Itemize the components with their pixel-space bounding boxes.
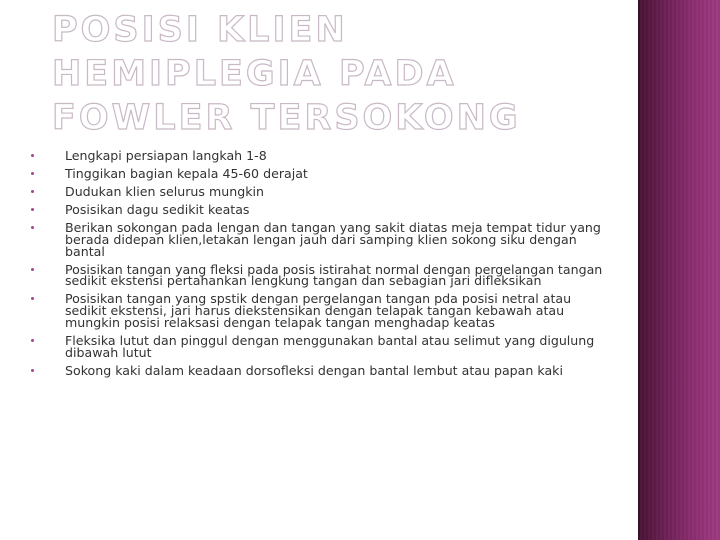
list-item-text: Dudukan klien selurus mungkin: [65, 183, 264, 199]
decorative-side-stripe: [640, 0, 720, 540]
list-item-text: Posisikan dagu sedikit keatas: [65, 201, 250, 217]
list-item-text: Posisikan tangan yang spstik dengan pergelangan tangan pda posisi netral atau sedikit ekstensi, jari harus diekstensikan dengan telapak tangan kebawah atau mungkin posisi relaksasi dengan telapak tangan menghadap keatas: [65, 291, 572, 330]
bullet-icon: [31, 369, 34, 372]
list-item-text: Lengkapi persiapan langkah 1-8: [65, 148, 267, 163]
list-item-text: Tinggikan bagian kepala 45-60 derajat: [65, 165, 308, 181]
list-item: [28, 362, 608, 378]
bullet-icon: [31, 226, 34, 229]
list-item-text: Fleksika lutut dan pinggul dengan menggunakan bantal atau selimut yang digulung dibawah lutut: [65, 332, 595, 360]
bullet-icon: [31, 208, 34, 211]
list-item-text: Posisikan tangan yang fleksi pada posis istirahat normal dengan pergelangan tangan sedikit ekstensi pertahankan lengkung tangan dan sebagian jari difleksikan: [65, 261, 603, 289]
bullet-icon: [31, 268, 34, 271]
bullet-list: [28, 150, 608, 383]
list-item: [28, 183, 608, 199]
bullet-icon: [31, 339, 34, 342]
list-item: [28, 219, 608, 259]
list-item: [28, 293, 608, 328]
list-item: [28, 261, 608, 289]
bullet-icon: [31, 297, 34, 300]
bullet-icon: [31, 172, 34, 175]
list-item: [28, 201, 608, 217]
bullet-icon: [31, 190, 34, 193]
bullet-icon: [31, 154, 34, 157]
list-item-text: Sokong kaki dalam keadaan dorsofleksi dengan bantal lembut atau papan kaki: [65, 362, 563, 378]
slide-title: POSISI KLIEN HEMIPLEGIA PADA FOWLER TERSOKONG: [52, 10, 521, 138]
list-item: [28, 165, 608, 181]
list-item: [28, 332, 608, 360]
list-item: [28, 150, 608, 162]
list-item-text: Berikan sokongan pada lengan dan tangan yang sakit diatas meja tempat tidur yang berada didepan klien,letakan lengan jauh dari samping klien sokong siku dengan bantal: [65, 219, 601, 259]
